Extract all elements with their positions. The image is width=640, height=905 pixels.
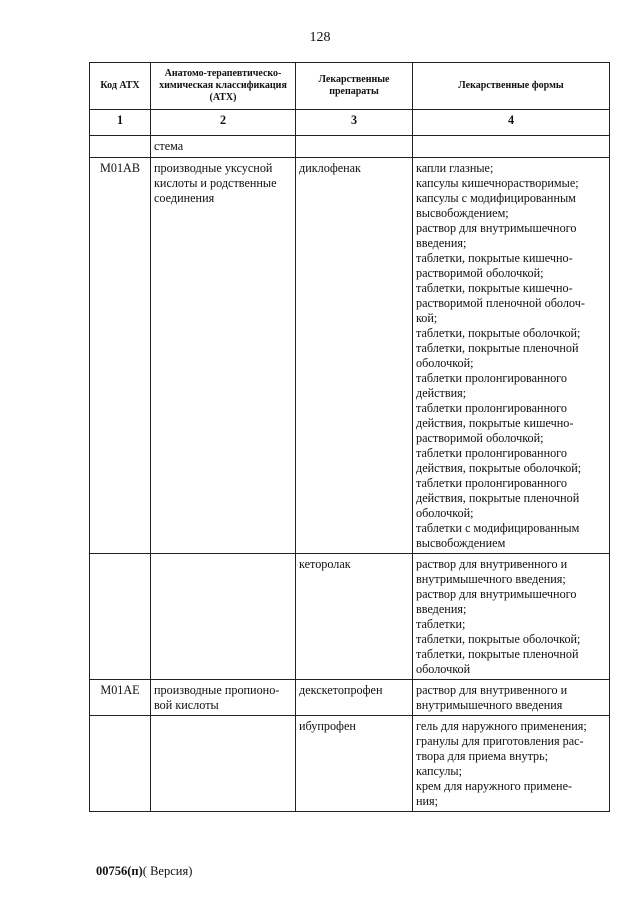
dosage-form-line: внутримышечного введения; <box>416 572 566 586</box>
dosage-form-line: раствор для внутривенного и <box>416 683 568 697</box>
atx-classification-cell <box>151 136 296 158</box>
column-number-row <box>90 110 610 136</box>
dosage-form-line: растворимой пленочной оболоч- <box>416 296 585 310</box>
dosage-form-line: таблетки пролонгированного <box>416 476 567 490</box>
dosage-form-line: таблетки пролонгированного <box>416 401 567 415</box>
dosage-form-line: гранулы для приготовления рас- <box>416 734 584 748</box>
dosage-form-line: ния; <box>416 794 439 808</box>
column-number: 1 <box>90 110 151 136</box>
header-dosage-forms: Лекарственные формы <box>413 63 610 110</box>
footer <box>96 864 192 879</box>
header-drugs: Лекарственные препараты <box>296 63 413 110</box>
dosage-form-line: раствор для внутримышечного <box>416 587 577 601</box>
dosage-form-line: капсулы кишечнорастворимые; <box>416 176 579 190</box>
dosage-form-line: действия, покрытые пленочной <box>416 491 580 505</box>
dosage-form-line: твора для приема внутрь; <box>416 749 549 763</box>
dosage-form-line: таблетки, покрытые кишечно- <box>416 281 573 295</box>
table-row <box>90 158 610 554</box>
drug-name-cell: декскетопрофен <box>296 680 413 716</box>
dosage-form-line: капли глазные; <box>416 161 494 175</box>
version-label: ( Версия) <box>142 864 193 878</box>
dosage-forms-cell <box>413 716 610 812</box>
column-number: 3 <box>296 110 413 136</box>
dosage-form-line: таблетки, покрытые пленочной <box>416 647 579 661</box>
dosage-form-line: крем для наружного примене- <box>416 779 573 793</box>
atx-classification-cell <box>151 158 296 554</box>
atx-code-cell <box>90 716 151 812</box>
dosage-form-line: таблетки пролонгированного <box>416 371 567 385</box>
dosage-form-line: внутримышечного введения <box>416 698 563 712</box>
dosage-form-line: капсулы; <box>416 764 462 778</box>
atx-table <box>89 62 610 812</box>
classification-line: вой кислоты <box>154 698 219 712</box>
dosage-form-line: таблетки, покрытые кишечно- <box>416 251 573 265</box>
dosage-forms-cell <box>413 680 610 716</box>
drug-name-cell: ибупрофен <box>296 716 413 812</box>
classification-line: кислоты и родственные <box>154 176 277 190</box>
dosage-form-line: действия, покрытые кишечно- <box>416 416 574 430</box>
table-row <box>90 680 610 716</box>
dosage-form-line: растворимой оболочкой; <box>416 266 544 280</box>
dosage-form-line: действия; <box>416 386 467 400</box>
dosage-form-line: таблетки пролонгированного <box>416 446 567 460</box>
dosage-form-line: гель для наружного применения; <box>416 719 587 733</box>
table-row <box>90 554 610 680</box>
dosage-form-line: оболочкой <box>416 662 471 676</box>
table-body <box>90 136 610 812</box>
dosage-form-line: таблетки, покрытые оболочкой; <box>416 326 581 340</box>
column-number: 2 <box>151 110 296 136</box>
dosage-form-line: растворимой оболочкой; <box>416 431 544 445</box>
table-header-row <box>90 63 610 110</box>
atx-classification-cell <box>151 680 296 716</box>
classification-line: производные уксусной <box>154 161 273 175</box>
drug-name-cell: диклофенак <box>296 158 413 554</box>
dosage-form-line: раствор для внутримышечного <box>416 221 577 235</box>
dosage-form-line: таблетки, покрытые пленочной <box>416 341 579 355</box>
classification-line: производные пропионо- <box>154 683 280 697</box>
dosage-form-line: таблетки; <box>416 617 466 631</box>
dosage-form-line: кой; <box>416 311 438 325</box>
table-row <box>90 136 610 158</box>
atx-code-cell: M01AE <box>90 680 151 716</box>
dosage-form-line: введения; <box>416 236 467 250</box>
dosage-forms-cell <box>413 158 610 554</box>
dosage-form-line: раствор для внутривенного и <box>416 557 568 571</box>
dosage-form-line: оболочкой; <box>416 506 474 520</box>
table-row <box>90 716 610 812</box>
drug-name-cell: кеторолак <box>296 554 413 680</box>
document-code: 00756(п) <box>96 864 143 878</box>
atx-code-cell: M01AB <box>90 158 151 554</box>
page-number: 128 <box>309 30 331 45</box>
header-atx-classification: Анатомо-терапевтическо-химическая классификация (АТХ) <box>151 63 296 110</box>
dosage-forms-cell <box>413 554 610 680</box>
dosage-forms-cell <box>413 136 610 158</box>
atx-code-cell <box>90 554 151 680</box>
dosage-form-line: высвобождением <box>416 536 506 550</box>
atx-classification-cell <box>151 716 296 812</box>
classification-line: стема <box>154 139 184 153</box>
column-number: 4 <box>413 110 610 136</box>
dosage-form-line: действия, покрытые оболочкой; <box>416 461 582 475</box>
drug-name-cell <box>296 136 413 158</box>
atx-code-cell <box>90 136 151 158</box>
dosage-form-line: таблетки с модифицированным <box>416 521 580 535</box>
dosage-form-line: введения; <box>416 602 467 616</box>
header-atx-code: Код АТХ <box>90 63 151 110</box>
dosage-form-line: оболочкой; <box>416 356 474 370</box>
dosage-form-line: таблетки, покрытые оболочкой; <box>416 632 581 646</box>
atx-classification-cell <box>151 554 296 680</box>
dosage-form-line: высвобождением; <box>416 206 509 220</box>
classification-line: соединения <box>154 191 215 205</box>
dosage-form-line: капсулы с модифицированным <box>416 191 576 205</box>
